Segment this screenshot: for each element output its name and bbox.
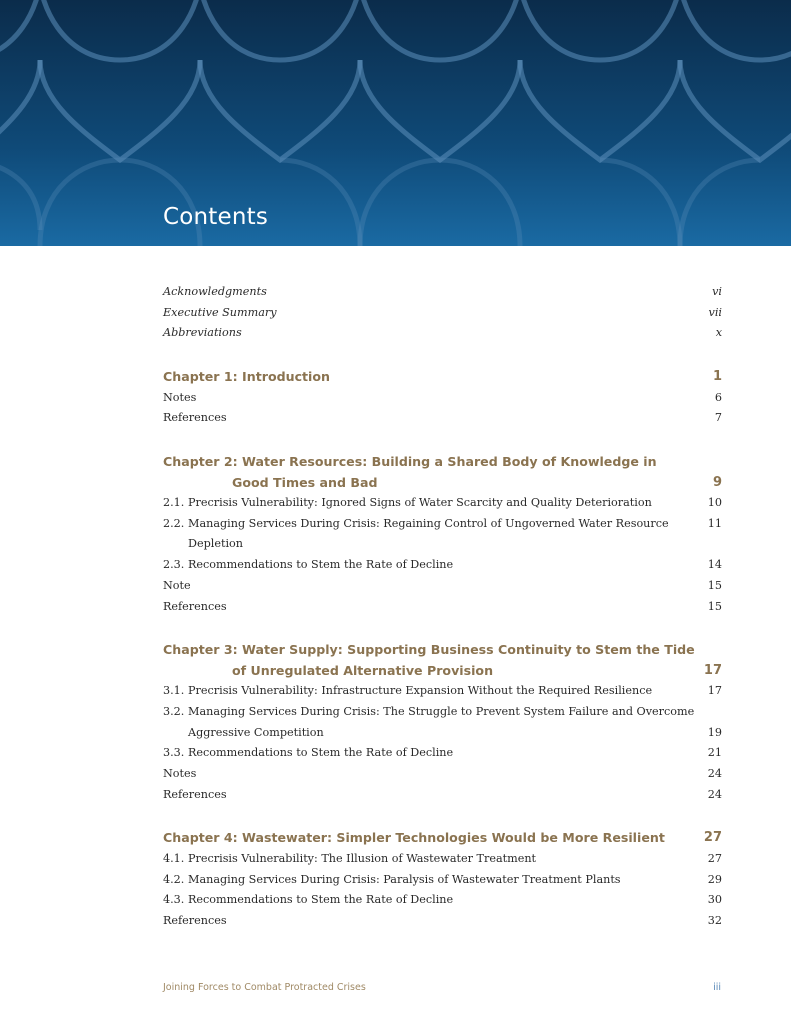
entry-title: Note [163, 578, 191, 592]
entry-title: Notes [163, 390, 197, 404]
chapter-title-line [163, 473, 722, 494]
page-footer [163, 982, 721, 993]
toc-entry [163, 514, 722, 555]
entry-page-number: 6 [714, 390, 722, 404]
toc-entry [163, 681, 722, 702]
entry-title: Precrisis Vulnerability: Ignored Signs of Water Scarcity and Quality Deterioration [188, 496, 652, 510]
entry-number: 4.3. [163, 893, 185, 907]
entry-page-number: vi [712, 285, 722, 298]
chapter-heading [163, 452, 722, 493]
section-gap [163, 429, 722, 452]
toc-entry [163, 493, 722, 514]
entry-number: 2.1. [163, 496, 185, 510]
entry-title: Executive Summary [163, 305, 277, 319]
entry-page-number: 30 [707, 893, 722, 907]
entry-title: Recommendations to Stem the Rate of Decline [188, 746, 454, 760]
entry-page-number: x [715, 326, 722, 340]
toc-entry [163, 743, 722, 764]
chapter-title: Chapter 4: Wastewater: Simpler Technologies Would be More Resilient [163, 830, 665, 846]
contents-banner [0, 0, 791, 246]
entry-page-number: 24 [707, 767, 722, 781]
chapter-title: Chapter 3: Water Supply: Supporting Business Continuity to Stem the Tide [163, 642, 695, 658]
toc-entry [163, 388, 722, 409]
entry-title-continued: Aggressive Competition [188, 725, 324, 739]
footer-title: Joining Forces to Combat Protracted Crises [163, 982, 366, 993]
entry-title: Managing Services During Crisis: Paralysis of Wastewater Treatment Plants [188, 872, 621, 886]
toc-entry [163, 870, 722, 891]
entry-title: References [163, 599, 227, 613]
entry-title: Precrisis Vulnerability: Infrastructure Expansion Without the Required Resilience [188, 684, 653, 698]
chapter-heading [163, 367, 722, 388]
entry-page-number: 29 [707, 872, 722, 886]
front-matter-entry [163, 323, 722, 344]
entry-number: 4.2. [163, 872, 185, 886]
toc-entry [163, 576, 722, 597]
chapter-title-line [163, 661, 722, 682]
chapter-title-line [163, 640, 722, 661]
toc-entry [163, 849, 722, 870]
arabesque-pattern [0, 0, 791, 246]
section-gap [163, 344, 722, 367]
toc-entry-continued [163, 723, 722, 744]
entry-page-number: 7 [714, 411, 722, 425]
toc-entry [163, 785, 722, 806]
entry-number: 3.1. [163, 684, 185, 698]
entry-page-number: 17 [707, 684, 722, 698]
chapter-title-continued: of Unregulated Alternative Provision [232, 662, 494, 678]
chapter-title-line [163, 452, 722, 473]
entry-title: Precrisis Vulnerability: The Illusion of Wastewater Treatment [188, 851, 537, 865]
chapter-title: Chapter 1: Introduction [163, 369, 330, 385]
page-title: Contents [163, 204, 269, 230]
entry-title: Managing Services During Crisis: Regaining Control of Ungoverned Water Resource Depletion [188, 516, 669, 551]
toc-entry [163, 911, 722, 932]
entry-number: 2.2. [163, 516, 185, 530]
entry-title: Abbreviations [163, 326, 242, 340]
chapter-page-number: 1 [712, 369, 722, 385]
entry-title: Acknowledgments [163, 285, 267, 298]
entry-page-number: 27 [707, 851, 722, 865]
entry-page-number: 14 [707, 558, 722, 572]
entry-title: Recommendations to Stem the Rate of Decline [188, 558, 454, 572]
chapter-title-continued: Good Times and Bad [232, 474, 378, 490]
entry-page-number: 10 [707, 496, 722, 510]
toc-entry [163, 408, 722, 429]
chapter-page-number: 17 [703, 662, 722, 678]
section-gap [163, 805, 722, 828]
toc-entry [163, 702, 722, 723]
toc-entry [163, 555, 722, 576]
entry-page-number: 32 [707, 914, 722, 928]
entry-title: Notes [163, 767, 197, 781]
entry-title: References [163, 914, 227, 928]
entry-title: Recommendations to Stem the Rate of Decline [188, 893, 454, 907]
chapter-heading [163, 640, 722, 681]
chapter-heading [163, 828, 722, 849]
entry-number: 4.1. [163, 851, 185, 865]
entry-page-number: 15 [707, 599, 722, 613]
entry-page-number: 24 [707, 787, 722, 801]
chapter-title: Chapter 2: Water Resources: Building a Shared Body of Knowledge in [163, 454, 657, 470]
section-gap [163, 617, 722, 640]
footer-page-number: iii [713, 982, 721, 993]
toc-entry [163, 764, 722, 785]
chapter-page-number: 9 [712, 474, 722, 490]
entry-page-number: 21 [707, 746, 722, 760]
entry-title: Managing Services During Crisis: The Struggle to Prevent System Failure and Overcome [188, 704, 695, 718]
entry-number: 3.2. [163, 704, 185, 718]
chapter-title-line [163, 828, 722, 849]
entry-page-number: 15 [707, 578, 722, 592]
toc-entry [163, 890, 722, 911]
toc-entry [163, 597, 722, 618]
entry-title: References [163, 411, 227, 425]
chapter-page-number: 27 [703, 830, 722, 846]
front-matter-entry [163, 282, 722, 303]
entry-page-number: 11 [707, 516, 722, 530]
entry-page-number: vii [708, 305, 722, 319]
entry-page-number: 19 [707, 725, 722, 739]
entry-number: 2.3. [163, 558, 185, 572]
entry-number: 3.3. [163, 746, 185, 760]
front-matter-entry [163, 303, 722, 324]
table-of-contents [163, 282, 722, 932]
chapter-title-line [163, 367, 722, 388]
entry-title: References [163, 787, 227, 801]
